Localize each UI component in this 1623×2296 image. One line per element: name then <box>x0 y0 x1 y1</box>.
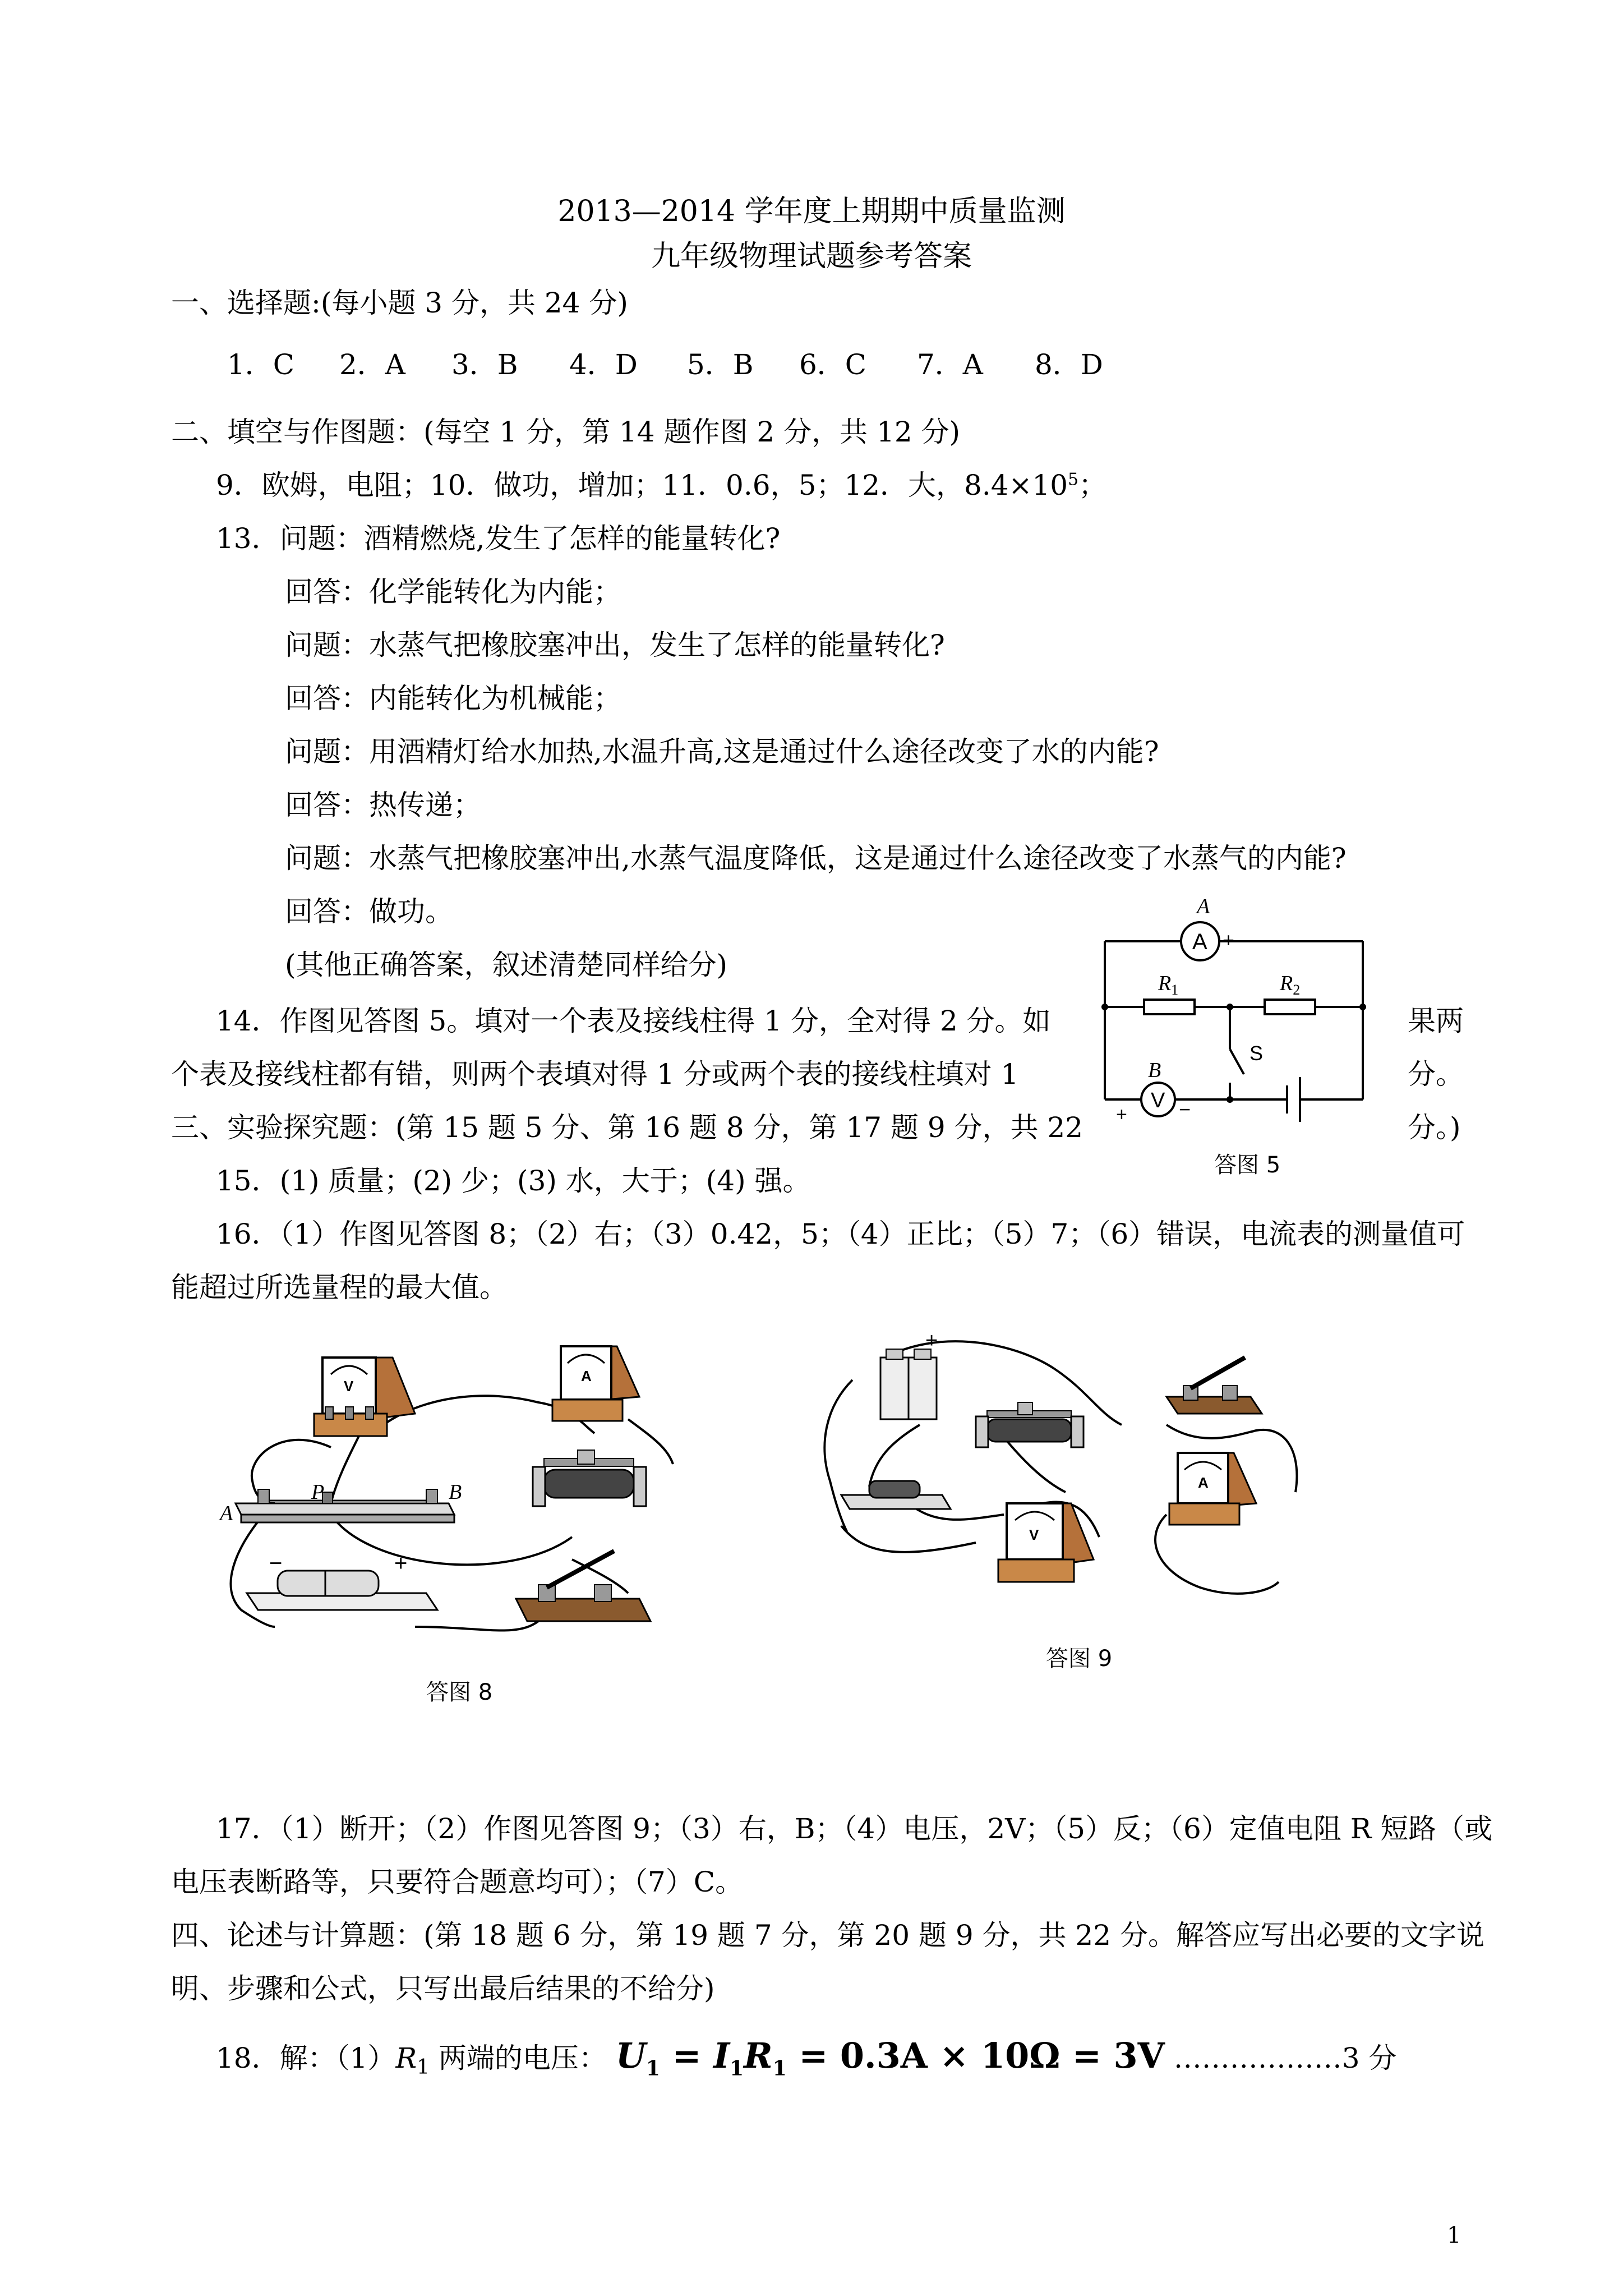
formula-u: U <box>615 2035 646 2076</box>
q13-line: 问题：用酒精灯给水加热,水温升高,这是通过什么途径改变了水的内能? <box>285 735 1159 768</box>
doc-title-line2: 九年级物理试题参考答案 <box>651 240 972 273</box>
q9-12-tail: ； <box>1078 469 1107 501</box>
formula-r: R <box>744 2035 773 2076</box>
section4-heading-line1: 四、论述与计算题：(第 18 题 6 分，第 19 题 7 分，第 20 题 9 分，共 22 分。解答应写出必要的文字说 <box>171 1919 1484 1952</box>
q18-r-sub: 1 <box>417 2056 430 2079</box>
formula-i-sub: 1 <box>730 2056 744 2081</box>
fig8-plus: + <box>394 1551 408 1576</box>
fig5-plus: + <box>1223 928 1235 951</box>
figure9-apparatus <box>808 1329 1312 1638</box>
q18-r: R <box>395 2042 417 2074</box>
q13-line: 回答：热传递； <box>285 789 481 821</box>
fig5-ammeter-symbol: A <box>1192 930 1207 954</box>
q18-dots: ……………… <box>1173 2042 1342 2074</box>
choice-answer: 6．C <box>799 348 867 381</box>
choice-answer: 1．C <box>227 348 295 381</box>
q14-line1-end: 果两 <box>1408 1005 1464 1037</box>
q13-line: 回答：内能转化为机械能； <box>285 682 621 715</box>
figure5-caption: 答图 5 <box>1214 1152 1281 1178</box>
fig9-resistor <box>841 1481 951 1509</box>
q18-formula <box>615 2035 1165 2081</box>
q13-first-question: 13．问题：酒精燃烧,发生了怎样的能量转化? <box>216 522 781 555</box>
fig8-switch <box>516 1551 651 1621</box>
fig5-label-b: B <box>1148 1059 1161 1082</box>
page-number: 1 <box>1447 2223 1461 2248</box>
formula-i: I <box>713 2035 730 2076</box>
fig8-label-p: P <box>311 1480 325 1504</box>
q14-line1: 14．作图见答图 5。填对一个表及接线柱得 1 分，全对得 2 分。如 <box>216 1005 1051 1037</box>
fig8-wire-board <box>236 1489 454 1522</box>
formula-u-sub: 1 <box>645 2056 660 2081</box>
q14-line2: 个表及接线柱都有错，则两个表填对得 1 分或两个表的接线柱填对 1 <box>171 1058 1019 1091</box>
fig8-label-b: B <box>449 1480 462 1504</box>
fig8-voltmeter-symbol: V <box>344 1378 354 1395</box>
fig9-ammeter <box>1169 1453 1256 1525</box>
fig5-r2-letter: R <box>1280 972 1293 995</box>
fig5-r1-sub: 1 <box>1171 982 1179 998</box>
fig8-rheostat <box>533 1450 646 1506</box>
fig8-battery <box>247 1571 437 1610</box>
fig9-battery <box>880 1349 937 1419</box>
q9-12-text: 9．欧姆，电阻；10．做功，增加；11．0.6，5；12．大，8.4×10 <box>216 469 1068 501</box>
q13-line: 问题：水蒸气把橡胶塞冲出,水蒸气温度降低，这是通过什么途径改变了水蒸气的内能? <box>285 842 1347 875</box>
q17-line1: 17．（1）断开；（2）作图见答图 9；（3）右，B；（4）电压，2V；（5）反；（6）定值电阻 R 短路（或 <box>216 1812 1493 1845</box>
q15-answer: 15．(1) 质量；(2) 少；(3) 水，大于；(4) 强。 <box>216 1165 811 1197</box>
formula-eq: = <box>660 2035 714 2076</box>
q18-text: 两端的电压： <box>430 2042 607 2074</box>
choice-answer: 7．A <box>917 348 983 381</box>
exponent: 5 <box>1068 470 1079 490</box>
choice-answer: 3．B <box>451 348 518 381</box>
fig5-minus-b: − <box>1179 1098 1191 1121</box>
section3-heading: 三、实验探究题：(第 15 题 5 分、第 16 题 8 分，第 17 题 9 分，共 22 <box>171 1111 1083 1144</box>
section2-heading: 二、填空与作图题：(每空 1 分，第 14 题作图 2 分，共 12 分) <box>171 416 961 448</box>
figure9-caption: 答图 9 <box>1046 1646 1113 1672</box>
q18-score: 3 分 <box>1341 2042 1397 2074</box>
section4-heading-line2: 明、步骤和公式，只写出最后结果的不给分) <box>171 1972 715 2005</box>
fig8-ammeter-symbol: A <box>581 1368 592 1384</box>
section3-heading-end: 分。) <box>1408 1111 1461 1144</box>
figure5-circuit <box>1094 892 1385 1172</box>
q18-prefix: 18．解：（1） <box>216 2042 396 2074</box>
fig5-r2-sub: 2 <box>1293 982 1301 998</box>
fig5-label-s: S <box>1249 1042 1264 1065</box>
fig8-ammeter <box>552 1346 639 1421</box>
q9-12-answers <box>216 468 1106 502</box>
q13-line: 回答：化学能转化为内能； <box>285 576 621 608</box>
q13-line: 问题：水蒸气把橡胶塞冲出，发生了怎样的能量转化? <box>285 629 945 661</box>
q14-line2-end: 分。 <box>1408 1058 1464 1091</box>
fig5-label-r1 <box>1158 972 1178 998</box>
formula-rest: = 0.3A × 10Ω = 3V <box>786 2035 1165 2076</box>
fig5-r1-letter: R <box>1158 972 1172 995</box>
q13-note: (其他正确答案，叙述清楚同样给分) <box>285 949 728 981</box>
fig5-plus-b: + <box>1116 1104 1127 1125</box>
section1-heading: 一、选择题:(每小题 3 分，共 24 分) <box>171 287 628 319</box>
q16-line1: 16．（1）作图见答图 8；（2）右；（3）0.42，5；（4）正比；（5）7；（6）错误，电流表的测量值可 <box>216 1218 1465 1250</box>
fig9-ammeter-symbol: A <box>1198 1474 1209 1491</box>
formula-r-sub: 1 <box>772 2056 787 2081</box>
fig9-switch <box>1166 1358 1262 1414</box>
q17-line2: 电压表断路等，只要符合题意均可）；（7）C。 <box>171 1866 744 1898</box>
fig9-voltmeter-symbol: V <box>1029 1526 1039 1543</box>
figure8-apparatus <box>202 1335 707 1649</box>
fig9-voltmeter <box>998 1503 1094 1582</box>
choice-answer: 2．A <box>339 348 405 381</box>
fig5-voltmeter-symbol: V <box>1151 1089 1165 1112</box>
fig5-label-a: A <box>1197 895 1210 918</box>
q13-line: 回答：做功。 <box>285 895 453 928</box>
choice-answer: 8．D <box>1035 348 1103 381</box>
fig8-minus: − <box>269 1551 283 1576</box>
choice-answer: 5．B <box>687 348 754 381</box>
choice-answer: 4．D <box>569 348 638 381</box>
q18-line <box>216 2033 1396 2081</box>
fig9-rheostat <box>976 1402 1083 1447</box>
doc-title-line1: 2013—2014 学年度上期期中质量监测 <box>557 195 1066 228</box>
fig9-plus: + <box>925 1329 938 1352</box>
fig8-label-a: A <box>220 1502 233 1525</box>
fig5-label-r2 <box>1279 972 1300 998</box>
fig8-voltmeter <box>314 1358 415 1436</box>
figure8-caption: 答图 8 <box>426 1680 493 1705</box>
fig5-minus: − <box>1161 930 1173 953</box>
q16-line2: 能超过所选量程的最大值。 <box>171 1271 508 1304</box>
